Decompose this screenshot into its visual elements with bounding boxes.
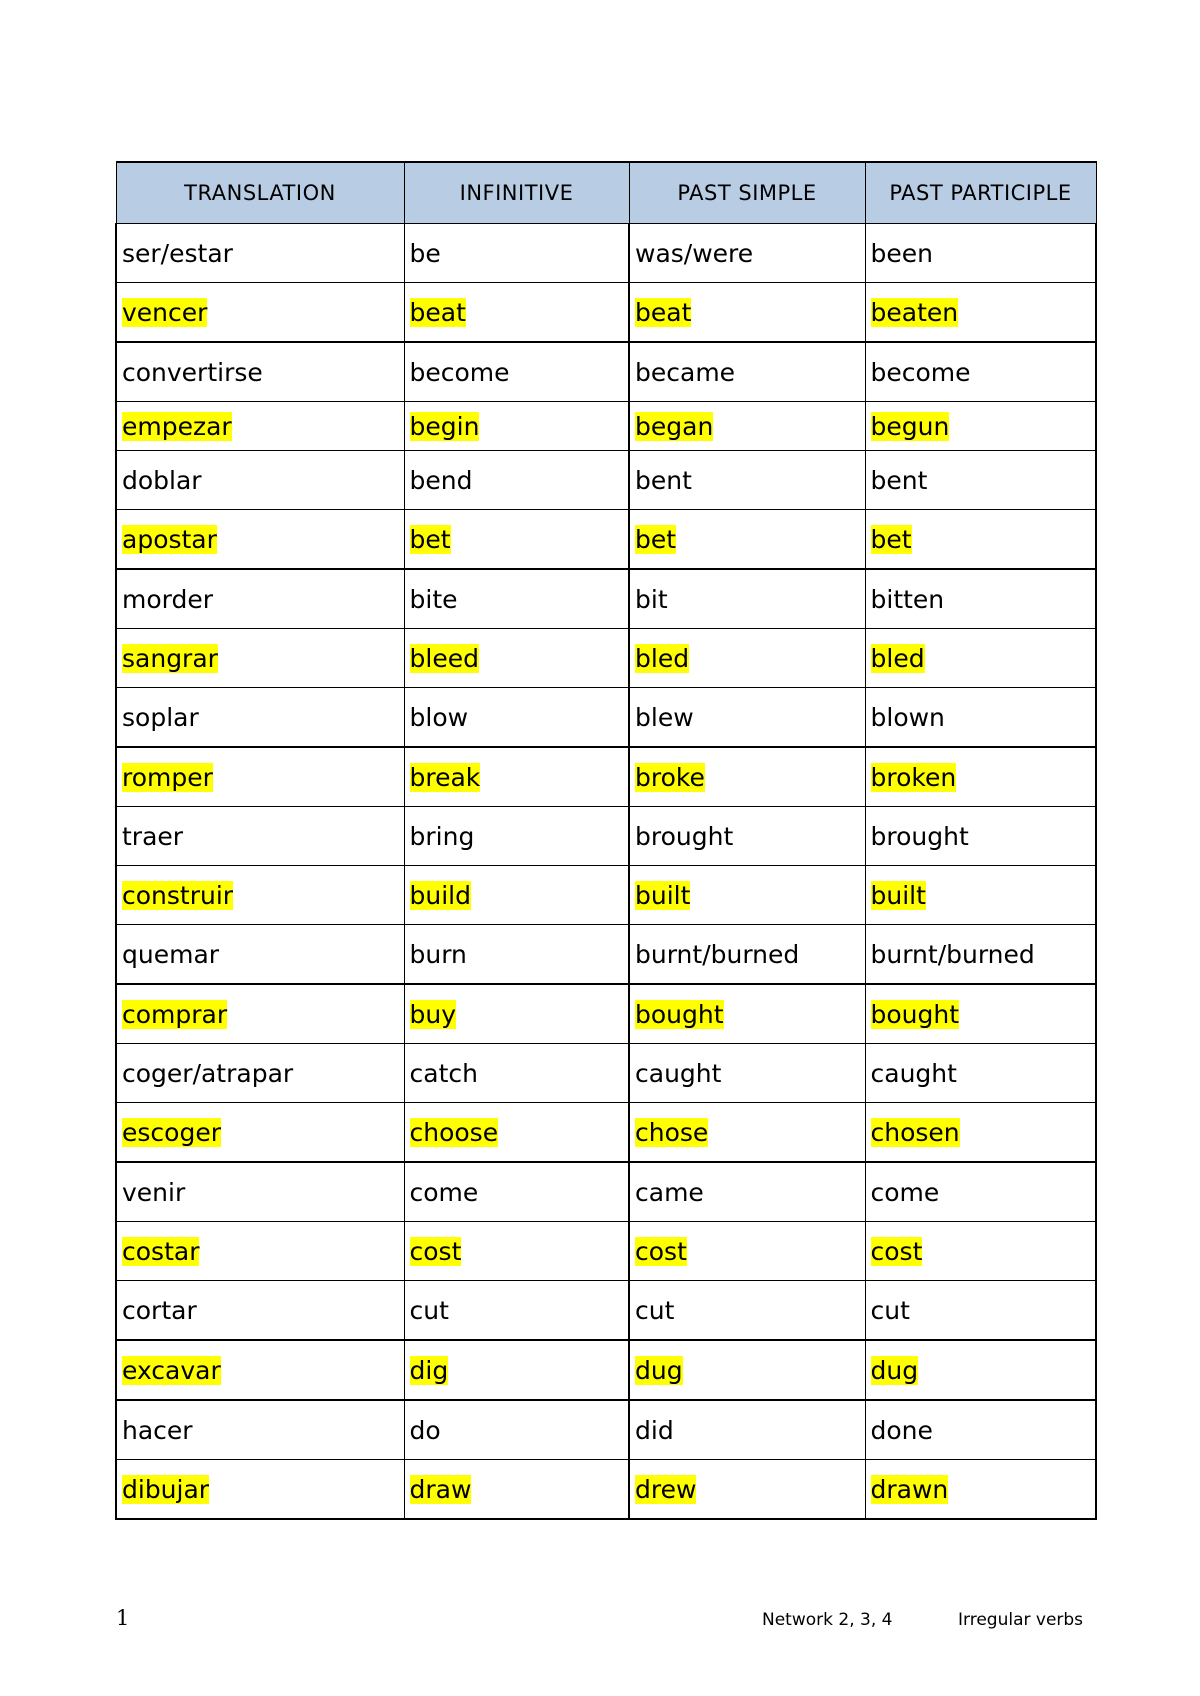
cell-text: drawn	[870, 1474, 949, 1504]
cell-text: drew	[635, 1474, 697, 1504]
cell-past-simple	[629, 1281, 865, 1341]
cell-past-participle	[865, 510, 1096, 570]
cell-infinitive	[404, 1103, 629, 1163]
cell-text: dug	[870, 1355, 919, 1385]
cell-past-participle	[865, 1044, 1096, 1103]
cell-translation	[116, 1400, 404, 1460]
cell-text: bite	[409, 584, 458, 614]
cell-text: traer	[122, 821, 184, 851]
cell-infinitive	[404, 510, 629, 570]
cell-translation	[116, 1044, 404, 1103]
cell-infinitive	[404, 688, 629, 748]
cell-text: bit	[635, 584, 668, 614]
cell-translation	[116, 569, 404, 629]
cell-text: catch	[409, 1058, 478, 1088]
cell-infinitive	[404, 807, 629, 866]
cell-past-participle	[865, 1460, 1096, 1520]
cell-text: be	[409, 238, 441, 268]
header-past-participle: PAST PARTICIPLE	[865, 162, 1096, 224]
cell-translation	[116, 1340, 404, 1400]
cell-text: hacer	[122, 1415, 193, 1445]
cell-text: did	[635, 1415, 674, 1445]
cell-infinitive	[404, 283, 629, 343]
cell-past-simple	[629, 925, 865, 985]
cell-text: dug	[635, 1355, 683, 1385]
cell-past-participle	[865, 688, 1096, 748]
cell-past-simple	[629, 283, 865, 343]
cell-infinitive	[404, 984, 629, 1044]
cell-translation	[116, 629, 404, 688]
cell-infinitive	[404, 1044, 629, 1103]
table-row	[116, 1103, 1096, 1163]
cell-infinitive	[404, 402, 629, 451]
cell-text: convertirse	[122, 357, 263, 387]
cell-text: bought	[635, 999, 724, 1029]
cell-text: ser/estar	[122, 238, 233, 268]
header-past-simple: PAST SIMPLE	[629, 162, 865, 224]
table-row	[116, 1340, 1096, 1400]
cell-infinitive	[404, 1460, 629, 1520]
cell-infinitive	[404, 569, 629, 629]
cell-translation	[116, 1162, 404, 1222]
cell-past-simple	[629, 342, 865, 402]
cell-text: caught	[870, 1058, 957, 1088]
cell-past-participle	[865, 1162, 1096, 1222]
cell-text: costar	[122, 1236, 200, 1266]
cell-infinitive	[404, 925, 629, 985]
cell-text: vencer	[122, 297, 208, 327]
cell-text: blow	[409, 702, 469, 732]
cell-infinitive	[404, 1222, 629, 1281]
cell-translation	[116, 1222, 404, 1281]
cell-past-participle	[865, 1222, 1096, 1281]
cell-text: burn	[409, 939, 467, 969]
cell-translation	[116, 1281, 404, 1341]
cell-text: broken	[870, 762, 957, 792]
cell-text: bent	[870, 465, 928, 495]
cell-text: caught	[635, 1058, 722, 1088]
cell-past-simple	[629, 1460, 865, 1520]
table-row	[116, 1044, 1096, 1103]
cell-text: buy	[409, 999, 457, 1029]
cell-translation	[116, 451, 404, 510]
cell-past-simple	[629, 402, 865, 451]
table-row	[116, 688, 1096, 748]
table-row	[116, 1281, 1096, 1341]
cell-text: bent	[635, 465, 692, 495]
cell-text: chosen	[870, 1117, 960, 1147]
cell-infinitive	[404, 224, 629, 283]
cell-text: quemar	[122, 939, 220, 969]
footer-course: Network 2, 3, 4	[762, 1610, 893, 1630]
cell-text: brought	[635, 821, 734, 851]
cell-past-participle	[865, 1340, 1096, 1400]
cell-text: broke	[635, 762, 705, 792]
cell-text: construir	[122, 880, 234, 910]
cell-past-simple	[629, 1044, 865, 1103]
table-header-row	[116, 162, 1096, 224]
table-row	[116, 629, 1096, 688]
cell-infinitive	[404, 866, 629, 925]
header-infinitive: INFINITIVE	[404, 162, 629, 224]
table-row	[116, 569, 1096, 629]
cell-text: cost	[870, 1236, 923, 1266]
cell-text: chose	[635, 1117, 709, 1147]
cell-text: choose	[409, 1117, 499, 1147]
cell-past-participle	[865, 224, 1096, 283]
cell-past-participle	[865, 569, 1096, 629]
cell-text: bring	[409, 821, 475, 851]
cell-text: bought	[870, 999, 960, 1029]
cell-text: beaten	[870, 297, 959, 327]
cell-text: bitten	[870, 584, 945, 614]
cell-text: cut	[635, 1295, 675, 1325]
cell-text: become	[409, 357, 510, 387]
cell-translation	[116, 1103, 404, 1163]
cell-text: cost	[409, 1236, 462, 1266]
cell-text: blown	[870, 702, 945, 732]
table-row	[116, 984, 1096, 1044]
table-row	[116, 866, 1096, 925]
cell-past-participle	[865, 342, 1096, 402]
cell-past-simple	[629, 1222, 865, 1281]
cell-text: cut	[870, 1295, 910, 1325]
cell-translation	[116, 688, 404, 748]
cell-infinitive	[404, 629, 629, 688]
irregular-verbs-table	[115, 161, 1097, 1520]
table-row	[116, 1162, 1096, 1222]
footer-topic: Irregular verbs	[958, 1610, 1084, 1630]
cell-text: draw	[409, 1474, 472, 1504]
table-body	[116, 224, 1096, 1520]
cell-past-simple	[629, 1162, 865, 1222]
cell-text: begin	[409, 411, 480, 441]
cell-past-participle	[865, 451, 1096, 510]
header-translation: TRANSLATION	[116, 162, 404, 224]
table-row	[116, 224, 1096, 283]
cell-text: come	[409, 1177, 479, 1207]
page-number: 1	[116, 1606, 130, 1630]
cell-translation	[116, 224, 404, 283]
cell-translation	[116, 283, 404, 343]
cell-text: romper	[122, 762, 213, 792]
table-row	[116, 451, 1096, 510]
cell-past-simple	[629, 688, 865, 748]
cell-text: brought	[870, 821, 969, 851]
cell-text: begun	[870, 411, 950, 441]
cell-infinitive	[404, 342, 629, 402]
cell-infinitive	[404, 1281, 629, 1341]
cell-past-participle	[865, 1103, 1096, 1163]
cell-past-simple	[629, 510, 865, 570]
cell-text: escoger	[122, 1117, 221, 1147]
cell-text: built	[635, 880, 691, 910]
cell-past-participle	[865, 984, 1096, 1044]
cell-infinitive	[404, 747, 629, 807]
cell-infinitive	[404, 1400, 629, 1460]
cell-translation	[116, 984, 404, 1044]
cell-text: bet	[870, 524, 912, 554]
cell-past-participle	[865, 925, 1096, 985]
cell-translation	[116, 1460, 404, 1520]
cell-text: cut	[409, 1295, 449, 1325]
table-row	[116, 1400, 1096, 1460]
cell-past-participle	[865, 283, 1096, 343]
cell-past-simple	[629, 807, 865, 866]
cell-past-simple	[629, 1400, 865, 1460]
cell-text: empezar	[122, 411, 232, 441]
cell-text: done	[870, 1415, 933, 1445]
table-row	[116, 283, 1096, 343]
cell-text: cost	[635, 1236, 687, 1266]
cell-translation	[116, 402, 404, 451]
cell-text: was/were	[635, 238, 754, 268]
table-row	[116, 1460, 1096, 1520]
cell-text: bet	[409, 524, 451, 554]
cell-text: excavar	[122, 1355, 221, 1385]
table-row	[116, 402, 1096, 451]
cell-translation	[116, 925, 404, 985]
table-row	[116, 510, 1096, 570]
cell-text: dig	[409, 1355, 449, 1385]
cell-translation	[116, 747, 404, 807]
cell-text: bleed	[409, 643, 479, 673]
cell-past-participle	[865, 747, 1096, 807]
cell-translation	[116, 510, 404, 570]
cell-text: burnt/burned	[870, 939, 1035, 969]
cell-text: venir	[122, 1177, 186, 1207]
cell-text: became	[635, 357, 736, 387]
cell-text: bet	[635, 524, 677, 554]
cell-past-simple	[629, 629, 865, 688]
cell-text: come	[870, 1177, 940, 1207]
cell-text: coger/atrapar	[122, 1058, 294, 1088]
cell-text: bled	[870, 643, 925, 673]
table-row	[116, 342, 1096, 402]
cell-text: came	[635, 1177, 704, 1207]
cell-text: sangrar	[122, 643, 218, 673]
cell-text: bend	[409, 465, 473, 495]
cell-translation	[116, 342, 404, 402]
table-row	[116, 747, 1096, 807]
cell-text: comprar	[122, 999, 228, 1029]
cell-text: doblar	[122, 465, 202, 495]
cell-text: dibujar	[122, 1474, 210, 1504]
cell-translation	[116, 807, 404, 866]
table-row	[116, 925, 1096, 985]
cell-text: began	[635, 411, 714, 441]
cell-text: break	[409, 762, 481, 792]
cell-text: become	[870, 357, 971, 387]
cell-text: cortar	[122, 1295, 197, 1325]
cell-past-simple	[629, 747, 865, 807]
cell-past-simple	[629, 1340, 865, 1400]
cell-translation	[116, 866, 404, 925]
table-row	[116, 1222, 1096, 1281]
cell-past-simple	[629, 1103, 865, 1163]
cell-past-simple	[629, 224, 865, 283]
cell-infinitive	[404, 1340, 629, 1400]
cell-text: apostar	[122, 524, 217, 554]
cell-infinitive	[404, 451, 629, 510]
cell-past-simple	[629, 866, 865, 925]
cell-text: bled	[635, 643, 690, 673]
cell-text: beat	[409, 297, 466, 327]
cell-past-participle	[865, 807, 1096, 866]
cell-past-simple	[629, 451, 865, 510]
cell-past-participle	[865, 1400, 1096, 1460]
cell-text: burnt/burned	[635, 939, 800, 969]
cell-past-simple	[629, 984, 865, 1044]
cell-past-participle	[865, 866, 1096, 925]
cell-past-simple	[629, 569, 865, 629]
cell-infinitive	[404, 1162, 629, 1222]
cell-past-participle	[865, 1281, 1096, 1341]
cell-past-participle	[865, 629, 1096, 688]
cell-text: beat	[635, 297, 692, 327]
cell-text: do	[409, 1415, 441, 1445]
table-row	[116, 807, 1096, 866]
cell-text: soplar	[122, 702, 199, 732]
cell-past-participle	[865, 402, 1096, 451]
cell-text: build	[409, 880, 471, 910]
cell-text: built	[870, 880, 926, 910]
cell-text: blew	[635, 702, 694, 732]
cell-text: been	[870, 238, 933, 268]
cell-text: morder	[122, 584, 214, 614]
